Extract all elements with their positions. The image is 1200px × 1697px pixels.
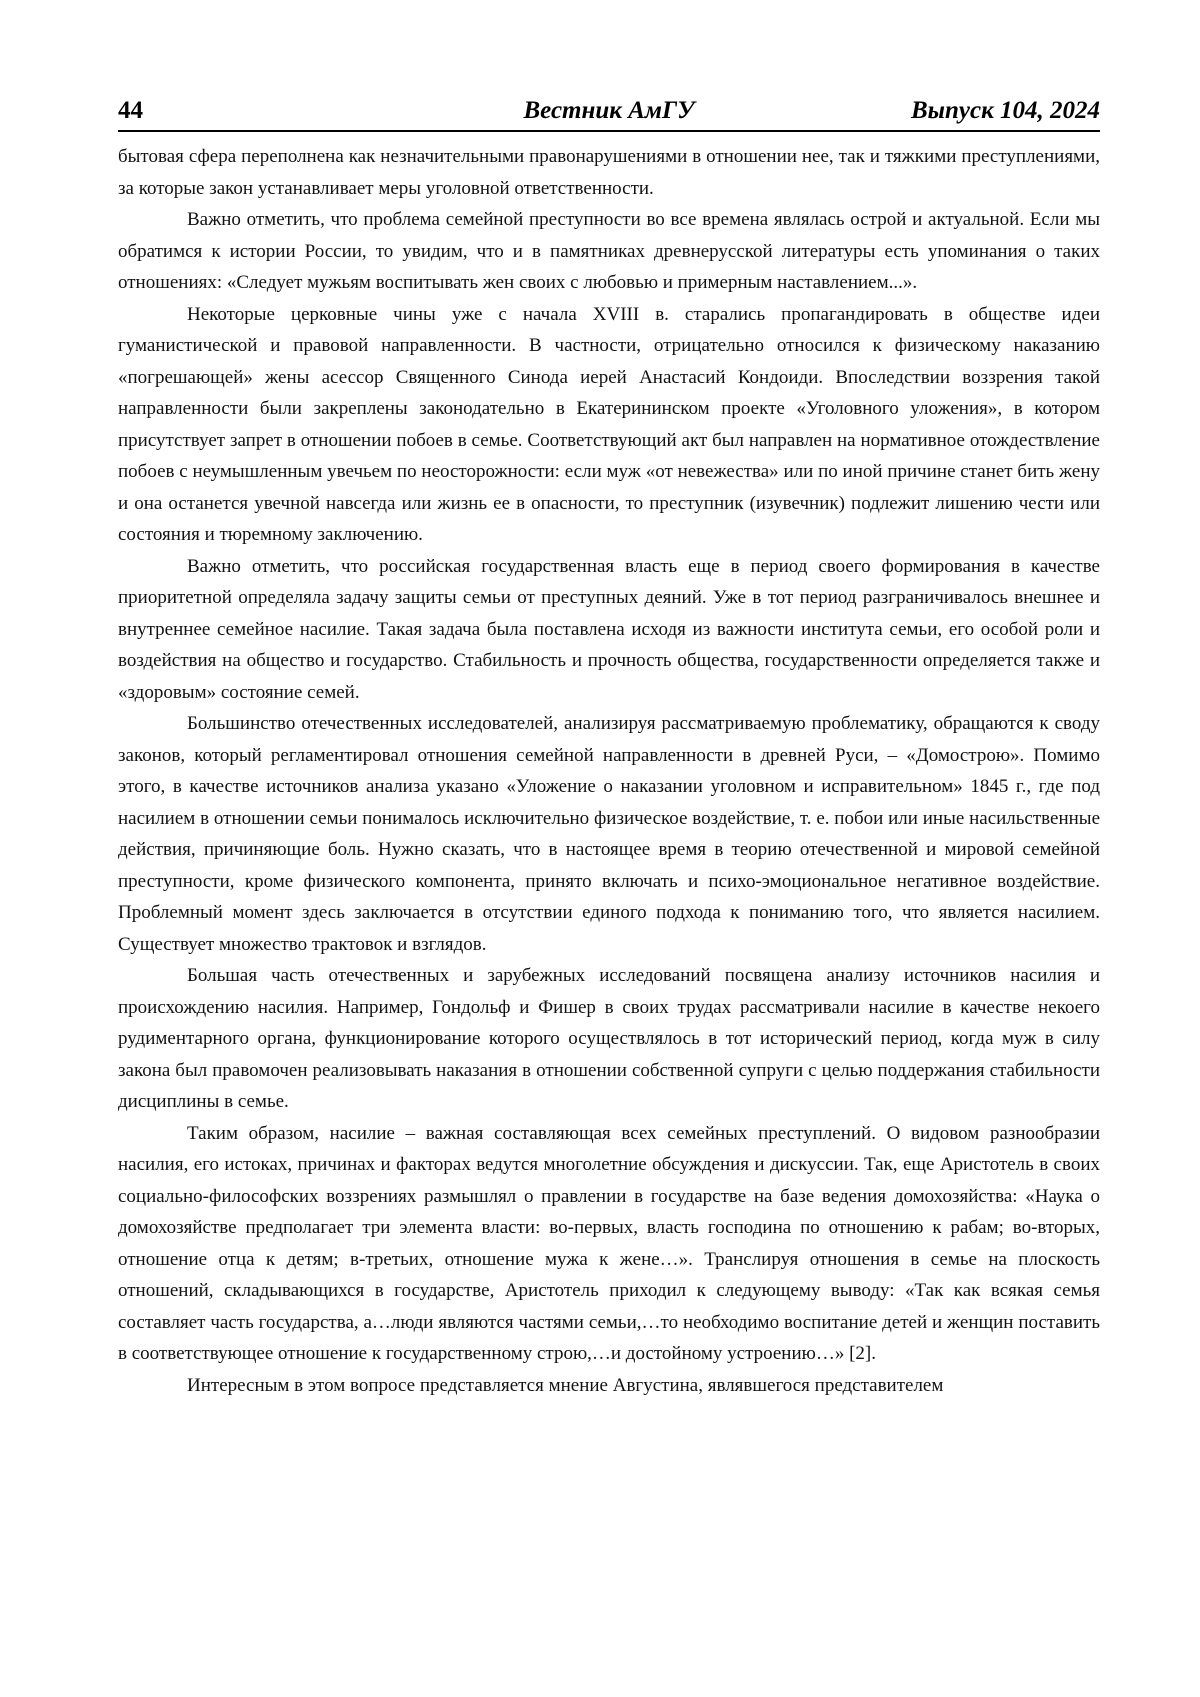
paragraph-3: Некоторые церковные чины уже с начала XVIII в. старались пропагандировать в обществе идеи гуманистической и правовой направленности. В частности, отрицательно относился к физическому наказанию «погрешающей» жены асессор Священного Синода иерей Анастасий Кондоиди. Впоследствии воззрения такой направленности были закреплены законодательно в Екатерининском проекте «Уголовного уложения», в котором присутствует запрет в отношении побоев в семье. Соответствующий акт был направлен на нормативное отождествление побоев с неумышленным увечьем по неосторожности: если муж «от невежества» или по иной причине станет бить жену и она останется увечной навсегда или жизнь ее в опасности, то преступник (изувечник) подлежит лишению чести или состояния и тюремному заключению. — [118, 303, 1100, 545]
paragraph-5: Большинство отечественных исследователей, анализируя рассматриваемую проблематику, обращаются к своду законов, который регламентировал отношения семейной направленности в древней Руси, – «Домострою». Помимо этого, в качестве источников анализа указано «Уложение о наказании уголовном и исправительном» 1845 г., где под насилием в отношении семьи понималось исключительно физическое воздействие, т. е. побои или иные насильственные действия, причиняющие боль. Нужно сказать, что в настоящее время в теорию отечественной и мировой семейной преступности, кроме физического компонента, принято включать и психо-эмоциональное негативное воздействие. Проблемный момент здесь заключается в отсутствии единого подхода к пониманию того, что является насилием. Существует множество трактовок и взглядов. — [118, 713, 1100, 955]
journal-page — [118, 82, 1100, 1662]
issue-label: Выпуск 104, 2024 — [910, 97, 1100, 124]
paragraph-6: Большая часть отечественных и зарубежных исследований посвящена анализу источников насилия и происхождению насилия. Например, Гондольф и Фишер в своих трудах рассматривали насилие в качестве некоего рудиментарного органа, функционирование которого осуществлялось в тот исторический период, когда муж в силу закона был правомочен реализовывать наказания в отношении собственной супруги с целью поддержания стабильности дисциплины в семье. — [118, 965, 1100, 1112]
paragraph-4: Важно отметить, что российская государственная власть еще в период своего формирования в качестве приоритетной определяла задачу защиты семьи от преступных деяний. Уже в тот период разграничивалось внешнее и внутреннее семейное насилие. Такая задача была поставлена исходя из важности института семьи, его особой роли и воздействия на общество и государство. Стабильность и прочность общества, государственности определяется также и «здоровым» состояние семей. — [118, 555, 1100, 703]
journal-title: Вестник АмГУ — [523, 97, 695, 124]
page-number: 44 — [118, 97, 143, 124]
paragraph-1: бытовая сфера переполнена как незначительными правонарушениями в отношении нее, так и тяжкими преступлениями, за которые закон устанавливает меры уголовной ответственности. — [118, 146, 1100, 199]
paragraph-7: Таким образом, насилие – важная составляющая всех семейных преступлений. О видовом разнообразии насилия, его истоках, причинах и факторах ведутся многолетние обсуждения и дискуссии. Так, еще Аристотель в своих социально-философских воззрениях размышлял о правлении в государстве на базе ведения домохозяйства: «Наука о домохозяйстве предполагает три элемента власти: во-первых, власть господина по отношению к рабам; во-вторых, отношение отца к детям; в-третьих, отношение мужа к жене…». Транслируя отношения в семье на плоскость отношений, складывающихся в государстве, Аристотель приходил к следующему выводу: «Так как всякая семья составляет часть государства, а…люди являются частями семьи,…то необходимо воспитание детей и женщин поставить в соответствующее отношение к государственному строю,…и достойному устроению…» [2]. — [118, 1122, 1100, 1364]
paragraph-2: Важно отметить, что проблема семейной преступности во все времена являлась острой и актуальной. Если мы обратимся к истории России, то увидим, что и в памятниках древнерусской литературы есть упоминания о таких отношениях: «Следует мужьям воспитывать жен своих с любовью и примерным наставлением...». — [118, 209, 1100, 293]
paragraph-8: Интересным в этом вопросе представляется мнение Августина, являвшегося представителем — [187, 1374, 944, 1396]
article-body — [118, 141, 1100, 1401]
running-header — [118, 82, 1100, 132]
